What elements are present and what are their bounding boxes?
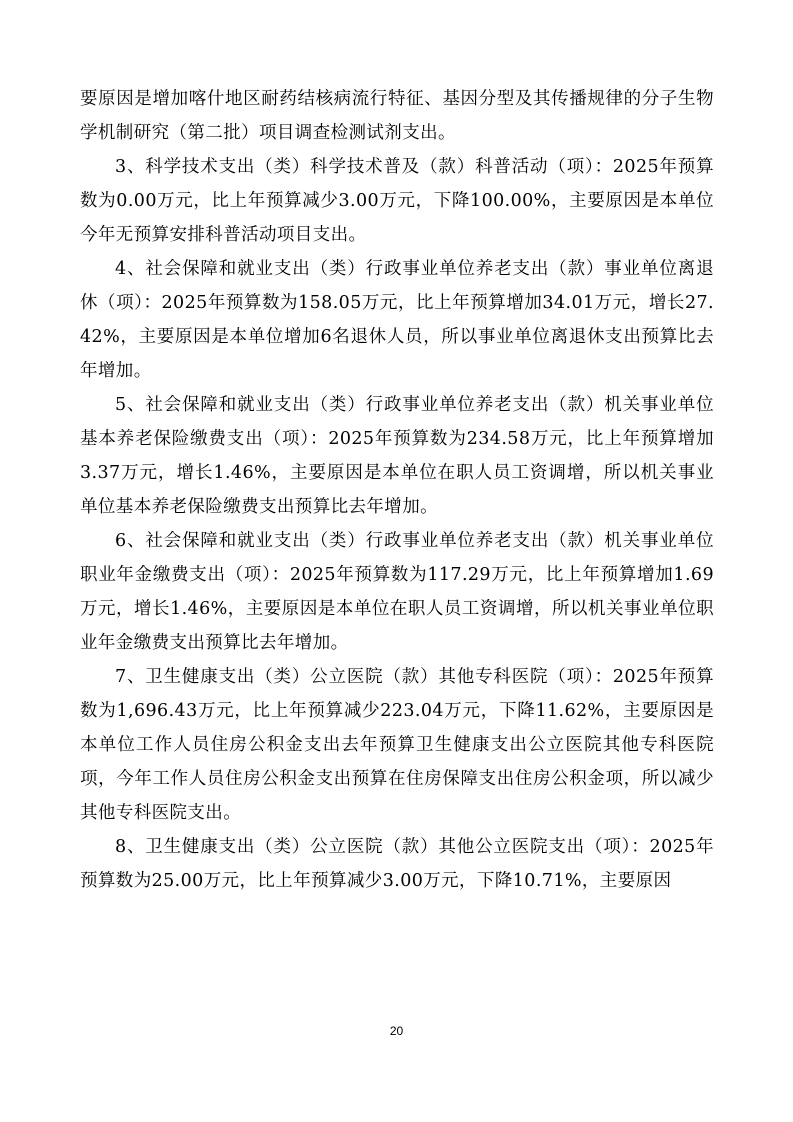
paragraph-item-3: 3、科学技术支出（类）科学技术普及（款）科普活动（项）：2025年预算数为0.00万元，比上年预算减少3.00万元，下降100.00%，主要原因是本单位今年无预算安排科普活动项目支出。 xyxy=(80,157,714,245)
paragraph-item-8: 8、卫生健康支出（类）公立医院（款）其他公立医院支出（项）：2025年预算数为25.00万元，比上年预算减少3.00万元，下降10.71%，主要原因 xyxy=(80,837,714,891)
paragraph-item-6: 6、社会保障和就业支出（类）行政事业单位养老支出（款）机关事业单位职业年金缴费支出（项）：2025年预算数为117.29万元，比上年预算增加1.69万元，增长1.46%，主要原因是本单位在职人员工资调增，所以机关事业单位职业年金缴费支出预算比去年增加。 xyxy=(80,531,714,653)
paragraph-item-4: 4、社会保障和就业支出（类）行政事业单位养老支出（款）事业单位离退休（项）：2025年预算数为158.05万元，比上年预算增加34.01万元，增长27.42%，主要原因是本单位增加6名退休人员，所以事业单位离退休支出预算比去年增加。 xyxy=(80,259,714,381)
paragraph-continuation: 要原因是增加喀什地区耐药结核病流行特征、基因分型及其传播规律的分子生物学机制研究（第二批）项目调查检测试剂支出。 xyxy=(80,89,714,143)
paragraph-item-5: 5、社会保障和就业支出（类）行政事业单位养老支出（款）机关事业单位基本养老保险缴费支出（项）：2025年预算数为234.58万元，比上年预算增加3.37万元，增长1.46%，主要原因是本单位在职人员工资调增，所以机关事业单位基本养老保险缴费支出预算比去年增加。 xyxy=(80,395,714,517)
paragraph-item-7: 7、卫生健康支出（类）公立医院（款）其他专科医院（项）：2025年预算数为1,696.43万元，比上年预算减少223.04万元，下降11.62%，主要原因是本单位工作人员住房公积金支出去年预算卫生健康支出公立医院其他专科医院项，今年工作人员住房公积金支出预算在住房保障支出住房公积金项，所以减少其他专科医院支出。 xyxy=(80,667,714,823)
document-body xyxy=(80,82,714,898)
page-number: 20 xyxy=(389,1024,404,1038)
